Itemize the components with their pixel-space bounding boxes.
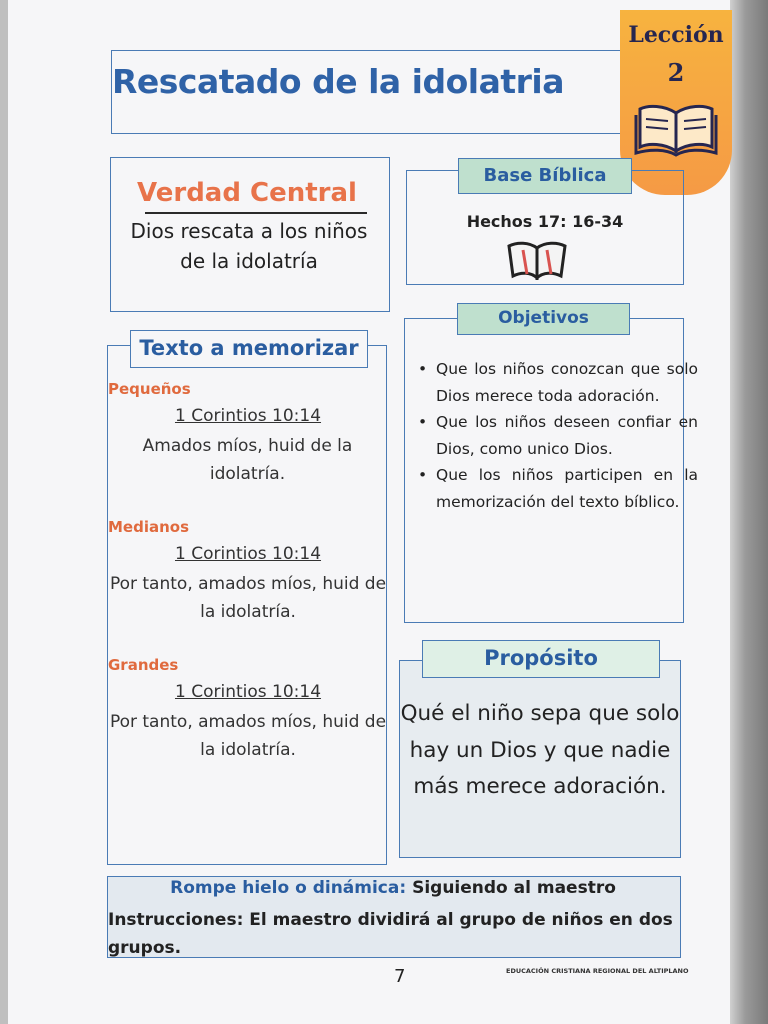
objetivo-item: • Que los niños deseen confiar en Dios, como unico Dios.: [436, 409, 698, 462]
objetivos-list: [412, 356, 698, 515]
texto-memorizar-heading: Texto a memorizar: [130, 330, 368, 368]
objetivo-item: • Que los niños conozcan que solo Dios merece toda adoración.: [436, 356, 698, 409]
lesson-badge: [620, 10, 732, 195]
page-title: Rescatado de la idolatria: [112, 62, 564, 101]
verse-text: Amados míos, huid de la idolatría.: [142, 436, 353, 484]
verse-reference: 1 Corintios 10:14: [174, 682, 322, 702]
verse-reference: 1 Corintios 10:14: [174, 406, 322, 426]
proposito-text: Qué el niño sepa que solo hay un Dios y que nadie más merece adoración.: [400, 701, 680, 799]
page-number: 7: [394, 966, 406, 987]
group-name-pequenos: Pequeños: [108, 380, 191, 398]
objetivo-item: • Que los niños participen en la memorización del texto bíblico.: [436, 462, 698, 515]
lesson-label: Lección: [628, 22, 724, 48]
rompe-hielo-heading: [108, 878, 678, 898]
open-book-icon: [634, 101, 718, 157]
page-edge: [730, 0, 768, 1024]
objetivos-heading: Objetivos: [457, 303, 630, 335]
verse-text: Por tanto, amados míos, huid de la idolatría.: [109, 712, 387, 760]
base-biblica-reference: Hechos 17: 16-34: [466, 212, 624, 231]
lesson-number: 2: [667, 58, 685, 87]
rompe-hielo-title: Siguiendo al maestro: [412, 878, 616, 898]
rompe-hielo-instructions: Instrucciones: El maestro dividirá al grupo de niños en dos grupos.: [108, 910, 673, 958]
group-name-medianos: Medianos: [108, 518, 190, 536]
verse-reference: 1 Corintios 10:14: [174, 544, 322, 564]
heading-underline: [145, 212, 367, 214]
group-name-grandes: Grandes: [108, 656, 179, 674]
base-biblica-heading: Base Bíblica: [458, 158, 632, 194]
proposito-heading: Propósito: [422, 640, 660, 678]
verse-text: Por tanto, amados míos, huid de la idolatría.: [109, 574, 387, 622]
rompe-hielo-lead: Rompe hielo o dinámica:: [170, 878, 407, 898]
verdad-central-heading: Verdad Central: [137, 178, 357, 208]
footer-text: EDUCACIÓN CRISTIANA REGIONAL DEL ALTIPLANO: [506, 967, 689, 975]
bible-book-icon: [505, 240, 569, 280]
verdad-central-text: Dios rescata a los niños de la idolatría: [130, 219, 368, 273]
